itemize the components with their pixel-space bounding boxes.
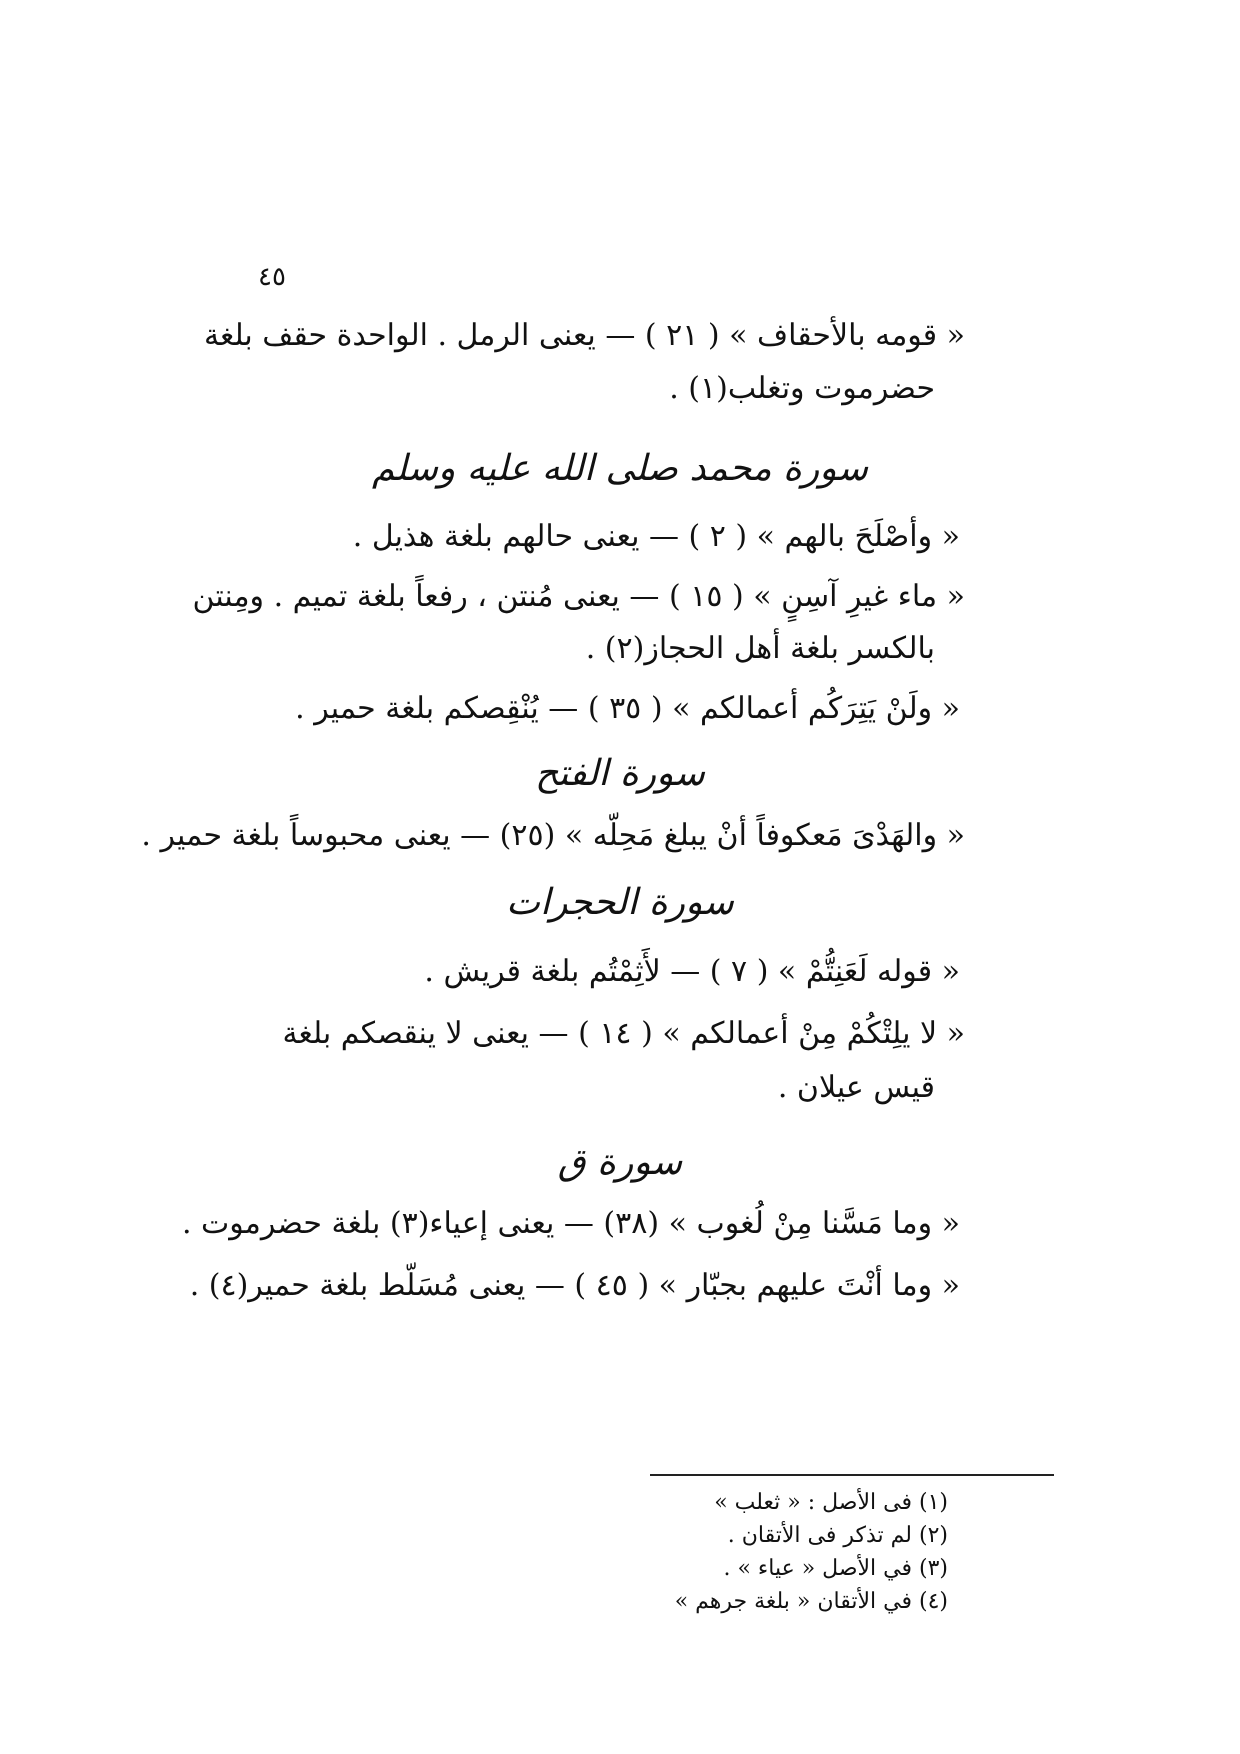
text-line: حضرموت وتغلب(١) . [669, 371, 935, 406]
text-line: « قومه بالأحقاف » ( ٢١ ) — يعنى الرمل . الواحدة حقف بلغة [203, 318, 965, 353]
text-line: بالكسر بلغة أهل الحجاز(٢) . [585, 631, 935, 666]
text-line: « وأصْلَحَ بالهم » ( ٢ ) — يعنى حالهم بلغة هذيل . [352, 519, 960, 554]
footnote: (٣) في الأصل « عياء » . [723, 1556, 948, 1581]
page-number: ٤٥ [258, 262, 286, 292]
section-heading: سورة ق [557, 1142, 683, 1183]
footnote: (٢) لم تذكر فى الأتقان . [727, 1523, 948, 1548]
text-line: « وما أنْتَ عليهم بجبّار » ( ٤٥ ) — يعنى مُسَلّط بلغة حمير(٤) . [189, 1268, 960, 1303]
text-line: « قوله لَعَنِتُّمْ » ( ٧ ) — لأَثِمْتُم بلغة قريش . [424, 954, 960, 989]
text-line: « والهَدْىَ مَعكوفاً أنْ يبلغ مَحِلّه » (٢٥) — يعنى محبوساً بلغة حمير . [141, 818, 965, 853]
text-line: « وما مَسَّنا مِنْ لُغوب » (٣٨) — يعنى إعياء(٣) بلغة حضرموت . [181, 1206, 960, 1241]
section-heading: سورة محمد صلى الله عليه وسلم [371, 448, 869, 489]
footnote: (٤) في الأتقان « بلغة جرهم » [674, 1589, 948, 1614]
text-line: قيس عيلان . [777, 1070, 935, 1105]
section-heading: سورة الفتح [535, 753, 705, 794]
text-line: « لا يلِتْكُمْ مِنْ أعمالكم » ( ١٤ ) — يعنى لا ينقصكم بلغة [282, 1016, 965, 1051]
text-line: « ماء غيرِ آسِنٍ » ( ١٥ ) — يعنى مُنتن ، رفعاً بلغة تميم . ومِنتن [192, 579, 965, 614]
footnote: (١) فى الأصل : « ثعلب » [714, 1490, 948, 1515]
section-heading: سورة الحجرات [506, 882, 734, 923]
footnote-divider [650, 1474, 1054, 1476]
text-line: « ولَنْ يَتِرَكُم أعمالكم » ( ٣٥ ) — يُنْقِصكم بلغة حمير . [295, 691, 960, 726]
